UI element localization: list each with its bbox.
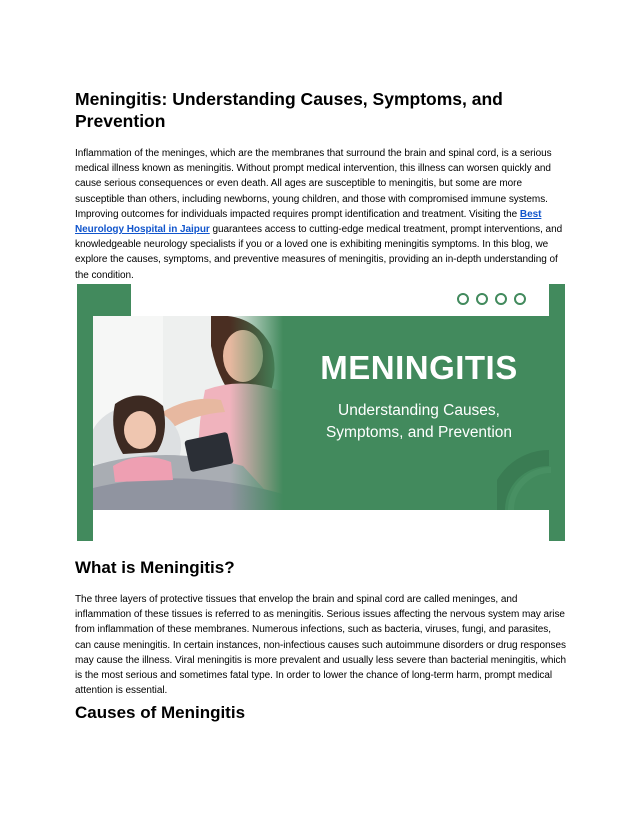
section-heading-what-is-meningitis: What is Meningitis? [75,558,235,577]
banner-left-bar [77,284,93,541]
circle-icon [514,293,526,305]
intro-paragraph [75,146,567,283]
intro-text-end: guarantees access to cutting-edge medical treatment, prompt interventions, and knowledgeable neurology specialists if you or a loved one is exhibiting meningitis symptoms. In this blog, we explore the causes, symptoms, and preventive measures of meningitis, providing an in-depth understanding of the condition. [75,224,563,281]
page-title: Meningitis: Understanding Causes, Symptoms, and Prevention [75,89,503,131]
mother-and-sick-child-photo [93,316,283,510]
banner-dots [457,293,526,307]
section-heading-causes: Causes of Meningitis [75,703,246,722]
circle-icon [495,293,507,305]
banner-decorative-arc [497,434,557,510]
banner-heading: MENINGITIS [320,349,518,386]
circle-icon [457,293,469,305]
banner-subtitle-line-2: Symptoms, and Prevention [325,424,513,441]
what-is-meningitis-paragraph: The three layers of protective tissues that envelop the brain and spinal cord are called meninges, and inflammation of these tissues is referred to as meningitis. Serious issues affecting the nervous system may arise from inflammation of these membranes. Numerous infections, such as bacteria, viruses, fungi, and parasites, can cause meningitis. In certain instances, non-infectious causes such autoimmune disorders or drug responses may cause the illness. Viral meningitis is more prevalent and usually less severe than bacterial meningitis, which is the most serious and sometimes fatal type. In order to lower the chance of long-term harm, prompt medical attention is essential. [75,594,567,697]
meningitis-banner [77,284,565,541]
circle-icon [476,293,488,305]
intro-text-start: Inflammation of the meninges, which are the membranes that surround the brain and spinal cord, is a serious medical illness known as meningitis. Without prompt medical intervention, this illness can worsen quickly and cause serious consequences or even death. All ages are susceptible to meningitis, but some are more susceptible than others, including newborns, young children, and those with compromised immune systems. Improving outcomes for individuals impacted requires prompt identification and treatment. Visiting the [75,148,552,220]
banner-top-tab [77,284,131,316]
banner-subtitle-line-1: Understanding Causes, [338,402,500,419]
neurology-hospital-link[interactable]: Best Neurology Hospital in Jaipur [75,208,542,236]
